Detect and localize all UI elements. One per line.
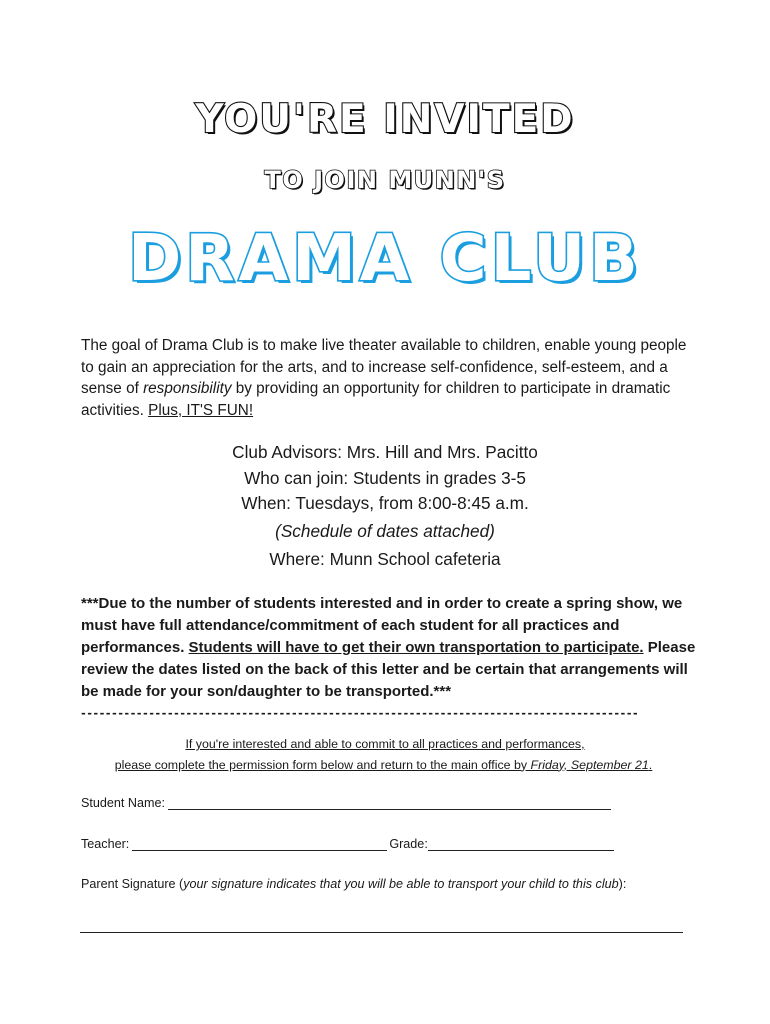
student-name-label: Student Name:	[81, 796, 166, 810]
consent-line-2-end: .	[648, 757, 653, 772]
teacher-grade-row	[81, 837, 614, 851]
attendance-notice	[81, 593, 696, 703]
consent-line-2	[0, 755, 770, 776]
consent-line-2-text: please complete the permission form below and return to the main office by	[114, 757, 531, 772]
intro-text-a: The goal of Drama Club is to make live theater available to children, enable young people to gain an appreciation for the arts, and to increase self-confidence, self-esteem, and a sense of	[81, 337, 687, 398]
club-schedule-note: (Schedule of dates attached)	[275, 520, 495, 541]
parent-label-close: ):	[618, 877, 627, 891]
consent-due-date: Friday, September 21	[530, 757, 649, 772]
club-time: When: Tuesdays, from 8:00-8:45 a.m.	[241, 493, 529, 513]
intro-emphasis: responsibility	[143, 380, 232, 398]
club-advisors: Club Advisors: Mrs. Hill and Mrs. Pacitto	[232, 442, 538, 462]
notice-text-a: ***Due to the number of students interested and in order to create a spring show, we must have full attendance/commitment of each student for all practices and performances.	[81, 595, 683, 656]
teacher-field[interactable]	[132, 838, 387, 851]
consent-line-1: If you're interested and able to commit to all practices and performances,	[185, 737, 585, 751]
parent-label-text: Parent Signature (	[81, 877, 184, 891]
club-location: Where: Munn School cafeteria	[269, 548, 501, 569]
headline-club-name: DRAMA CLUB	[128, 222, 642, 296]
intro-text-b: by providing an opportunity for children to participate in dramatic activities.	[81, 380, 671, 419]
teacher-label: Teacher:	[81, 837, 130, 851]
grade-field[interactable]	[428, 838, 614, 851]
parent-signature-label	[81, 877, 626, 891]
club-eligibility: Who can join: Students in grades 3-5	[244, 467, 526, 488]
student-name-field[interactable]	[168, 797, 611, 810]
headline-invited: YOU'RE INVITED	[195, 97, 575, 142]
parent-signature-note: your signature indicates that you will be able to transport your child to this club	[183, 877, 619, 891]
notice-transportation: Students will have to get their own transportation to participate.	[188, 639, 644, 656]
intro-fun: Plus, IT'S FUN!	[148, 401, 254, 419]
cut-line-divider: ------------------------------------------------------------------------------------------	[80, 707, 639, 720]
club-details	[0, 440, 770, 572]
notice-text-b: Please review the dates listed on the back of this letter and be certain that arrangements will be made for your son/daughter to be transported.***	[81, 639, 696, 700]
student-name-row	[81, 796, 611, 810]
parent-signature-field[interactable]	[80, 932, 683, 933]
parent-signature-row	[81, 877, 626, 891]
headline-join: TO JOIN MUNN'S	[264, 166, 506, 194]
intro-paragraph	[81, 335, 693, 421]
grade-label: Grade:	[389, 837, 428, 851]
permission-instructions	[0, 734, 770, 775]
